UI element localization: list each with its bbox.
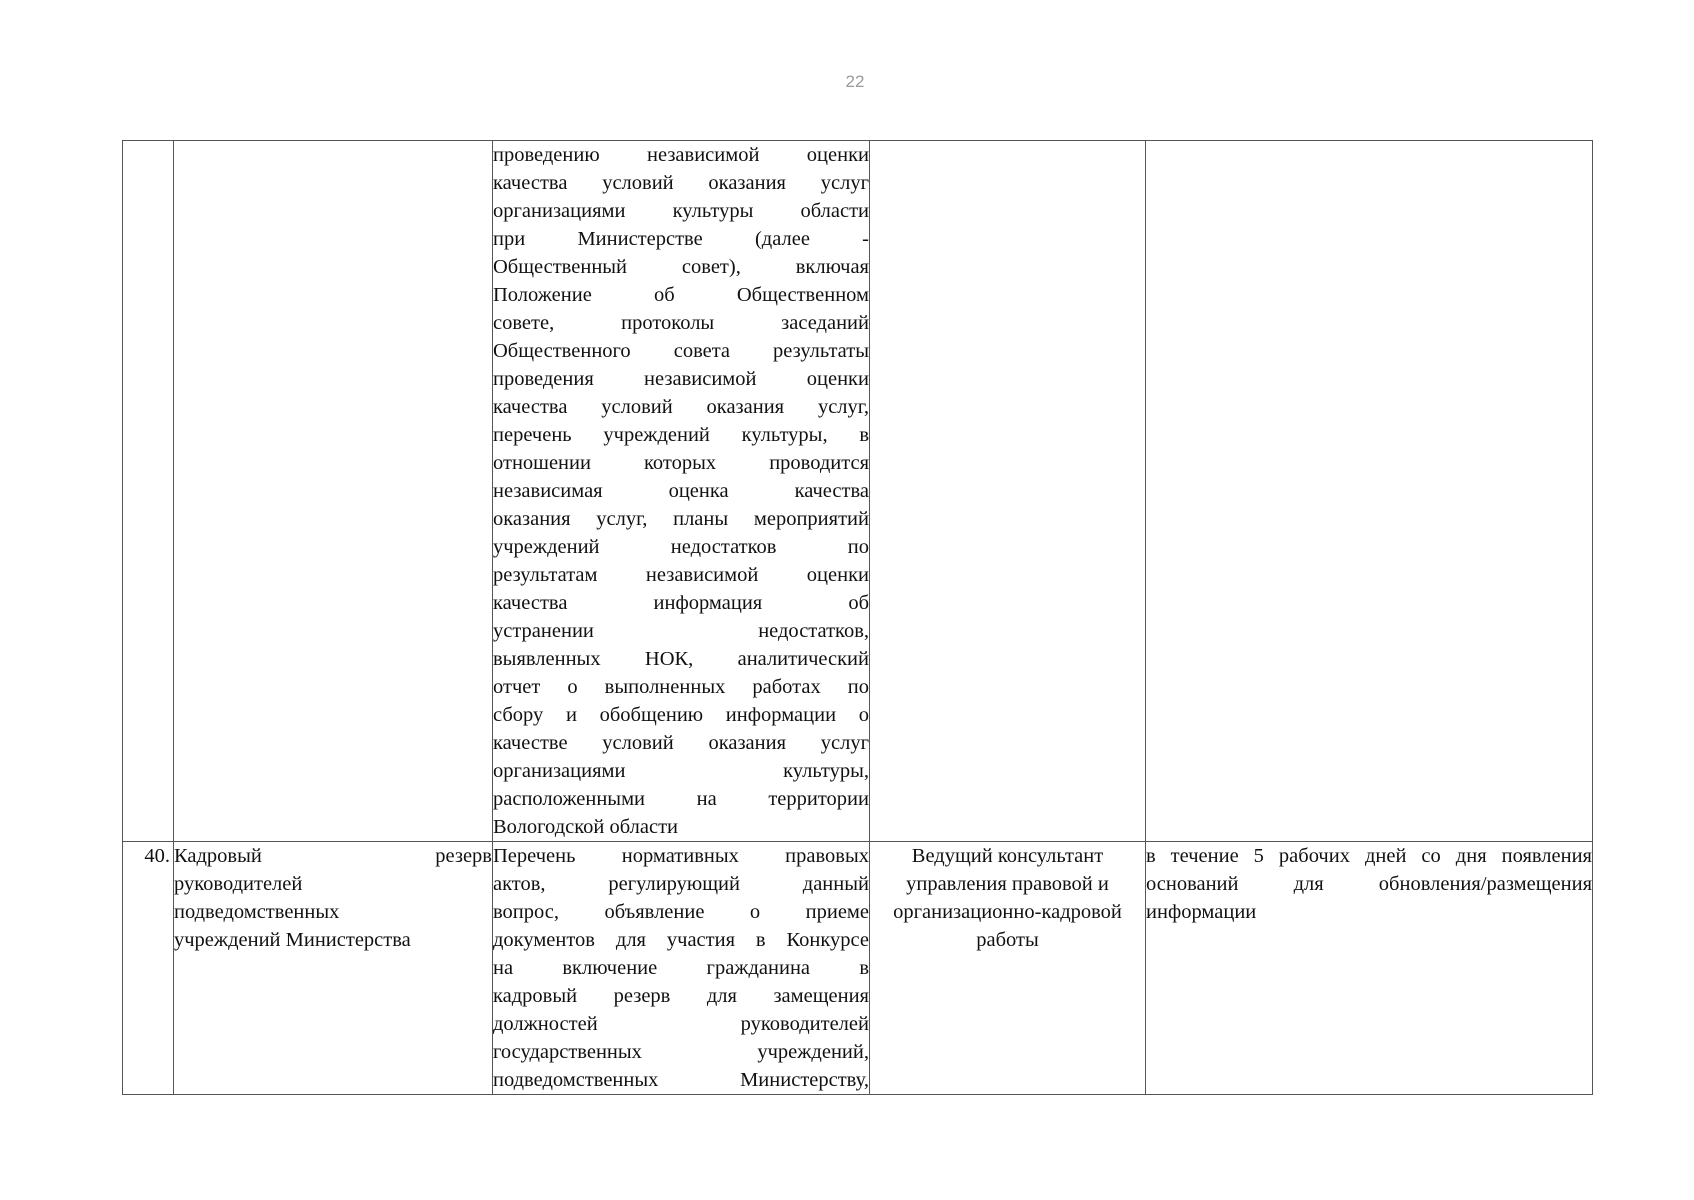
text-line: качества условий оказания услуг	[493, 172, 869, 194]
responsible-cell	[870, 842, 1146, 1095]
description-text	[493, 141, 869, 841]
text-line: отчет о выполненных работах по	[493, 676, 869, 698]
text-line: организационно-кадровой	[893, 901, 1122, 923]
text-line: работы	[976, 929, 1039, 951]
text-line: Ведущий консультант	[911, 845, 1104, 867]
row-number: 40.	[144, 845, 170, 867]
text-line: должностей руководителей	[493, 1013, 869, 1035]
text-line: подведомственных	[174, 901, 340, 923]
term-cell	[1146, 141, 1593, 842]
responsible-cell	[870, 141, 1146, 842]
text-line: руководителей	[174, 873, 303, 895]
text-line: устранении недостатков,	[493, 620, 869, 642]
page-number: 22	[845, 72, 865, 91]
text-line: совете, протоколы заседаний	[493, 312, 869, 334]
text-line: вопрос, объявление о приеме	[493, 901, 869, 923]
text-line: Вологодской области	[493, 816, 679, 838]
text-line: оснований для обновления/размещения	[1146, 873, 1592, 895]
text-line: качества условий оказания услуг,	[493, 396, 869, 418]
text-line: выявленных НОК, аналитический	[493, 648, 869, 670]
text-line: государственных учреждений,	[493, 1041, 869, 1063]
text-line: в течение 5 рабочих дней со дня появления	[1146, 845, 1592, 867]
text-line: подведомственных Министерству,	[493, 1069, 869, 1091]
text-line: организациями культуры области	[493, 200, 869, 222]
text-line: отношении которых проводится	[493, 452, 869, 474]
text-line: кадровый резерв для замещения	[493, 985, 869, 1007]
table-row	[123, 842, 1593, 1095]
text-line: расположенными на территории	[493, 788, 869, 810]
term-text	[1146, 842, 1592, 926]
text-line: управления правовой и	[906, 873, 1109, 895]
text-line: Кадровый резерв	[174, 845, 492, 867]
text-line: учреждений Министерства	[174, 929, 411, 951]
term-cell	[1146, 842, 1593, 1095]
text-line: на включение гражданина в	[493, 957, 869, 979]
text-line: Общественного совета результаты	[493, 340, 869, 362]
text-line: оказания услуг, планы мероприятий	[493, 508, 869, 530]
table-row	[123, 141, 1593, 842]
text-line: перечень учреждений культуры, в	[493, 424, 869, 446]
item-name-cell	[174, 842, 493, 1095]
row-number-cell	[123, 842, 174, 1095]
row-number-cell	[123, 141, 174, 842]
text-line: учреждений недостатков по	[493, 536, 869, 558]
text-line: при Министерстве (далее -	[493, 228, 869, 250]
text-line: документов для участия в Конкурсе	[493, 929, 869, 951]
text-line: сбору и обобщению информации о	[493, 704, 869, 726]
description-text	[493, 842, 869, 1094]
text-line: качестве условий оказания услуг	[493, 732, 869, 754]
text-line: независимая оценка качества	[493, 480, 869, 502]
text-line: проведению независимой оценки	[493, 144, 869, 166]
text-line: результатам независимой оценки	[493, 564, 869, 586]
text-line: актов, регулирующий данный	[493, 873, 869, 895]
text-line: Общественный совет), включая	[493, 256, 869, 278]
item-description-cell	[493, 842, 870, 1095]
responsible-text	[870, 842, 1145, 954]
item-description-cell	[493, 141, 870, 842]
text-line: проведения независимой оценки	[493, 368, 869, 390]
text-line: информации	[1146, 901, 1257, 923]
item-name-text	[174, 842, 492, 954]
text-line: Положение об Общественном	[493, 284, 869, 306]
text-line: качества информация об	[493, 592, 869, 614]
text-line: Перечень нормативных правовых	[493, 845, 869, 867]
item-name-cell	[174, 141, 493, 842]
text-line: организациями культуры,	[493, 760, 869, 782]
document-table	[122, 140, 1593, 1095]
